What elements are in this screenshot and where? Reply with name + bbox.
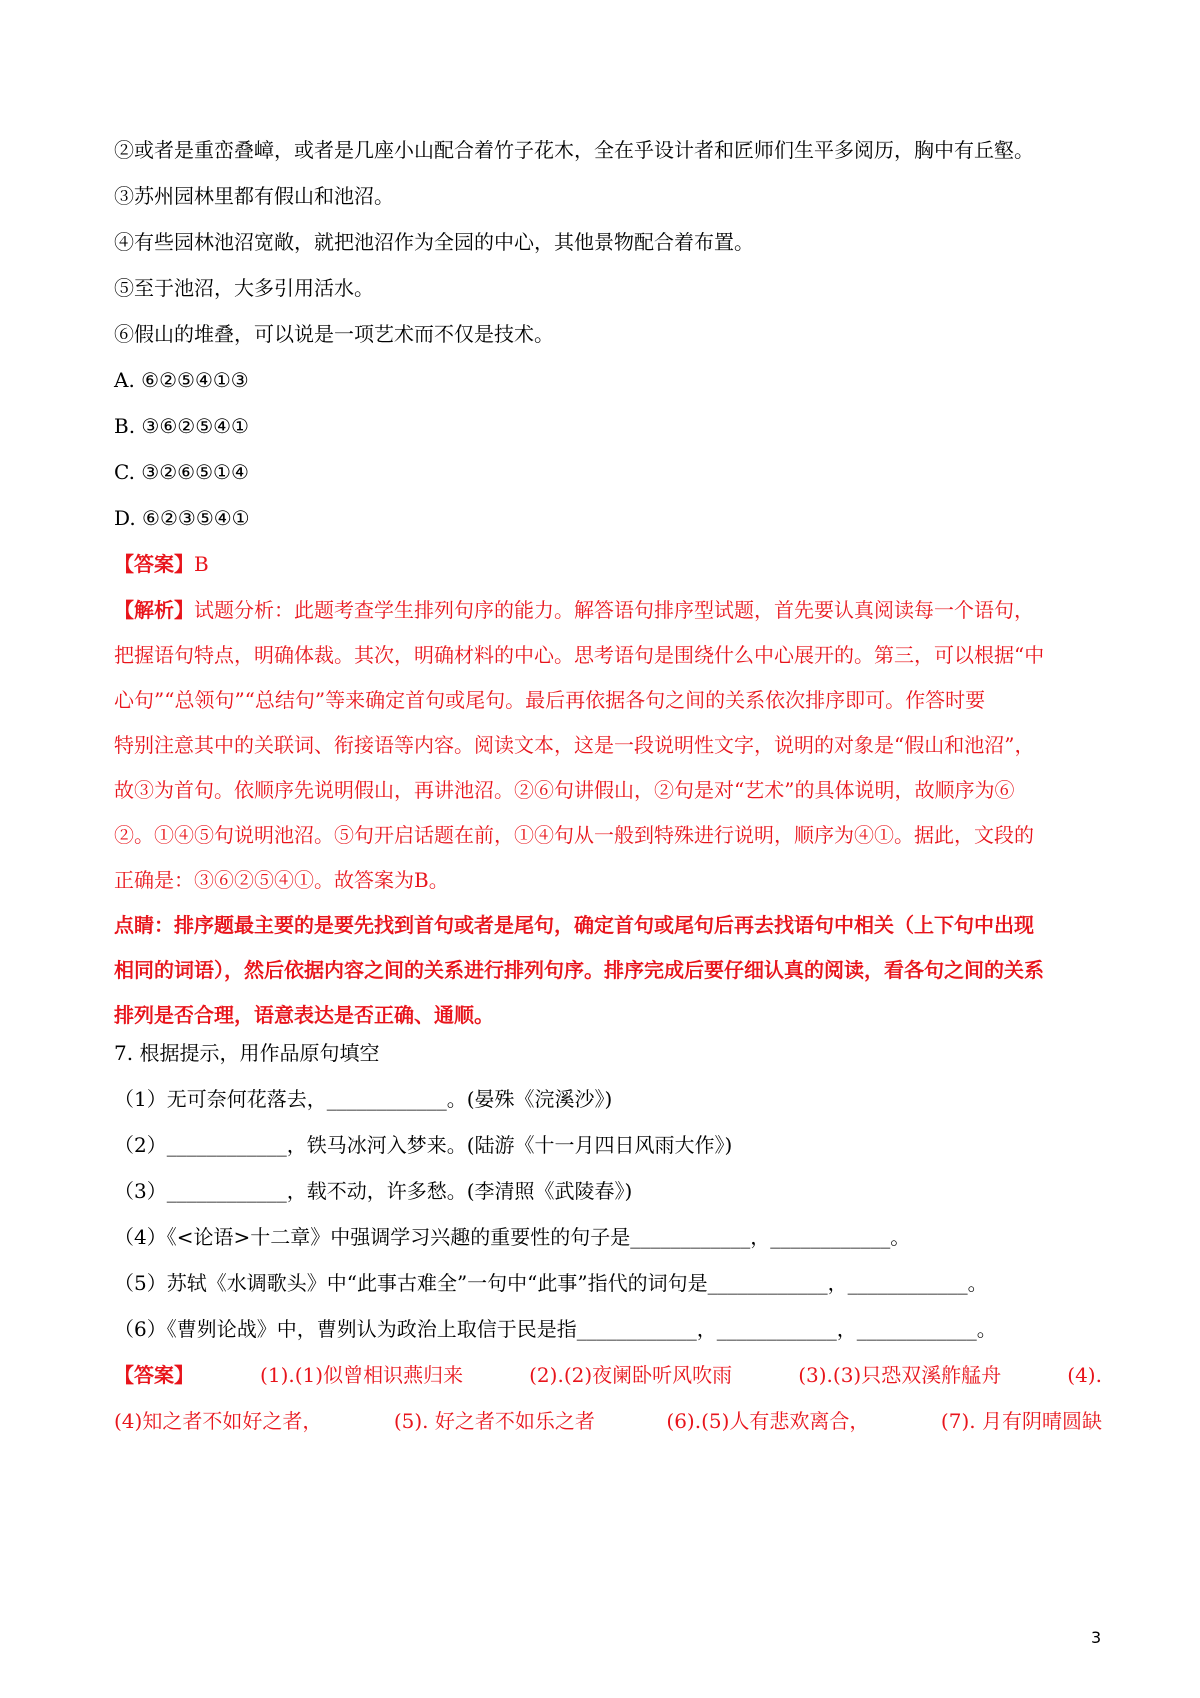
option-b: B. ③⑥②⑤④①	[114, 414, 249, 438]
analysis-line: 故③为首句。依顺序先说明假山，再讲池沼。②⑥句讲假山，②句是对“艺术”的具体说明，故顺序为⑥	[114, 778, 1015, 802]
answer-item: (4)知之者不如好之者，	[114, 1409, 323, 1433]
question-7	[114, 1041, 1104, 1342]
answer-label: 【答案】	[114, 1363, 194, 1387]
answer-value: B	[194, 552, 209, 576]
fill-item-2: （2）____________，铁马冰河入梦来。(陆游《十一月四日风雨大作》)	[114, 1133, 733, 1157]
document-page	[114, 138, 1104, 1434]
option-d: D. ⑥②③⑤④①	[114, 506, 250, 530]
option-a: A. ⑥②⑤④①③	[114, 368, 249, 392]
answer-item: (3).(3)只恐双溪舴艋舟	[798, 1363, 1002, 1387]
answer-item: (5). 好之者不如乐之者	[393, 1409, 595, 1433]
fill-item-4: （4）《<论语>十二章》中强调学习兴趣的重要性的句子是____________，____________。	[114, 1225, 911, 1249]
analysis-line: 把握语句特点，明确体裁。其次，明确材料的中心。思考语句是围绕什么中心展开的。第三，可以根据“中	[114, 643, 1045, 667]
analysis-label: 【解析】	[114, 598, 194, 622]
sentence-4: ④有些园林池沼宽敞，就把池沼作为全园的中心，其他景物配合着布置。	[114, 230, 754, 254]
tip-line: 点睛：排序题最主要的是要先找到首句或者是尾句，确定首句或尾句后再去找语句中相关（上下句中出现	[114, 913, 1034, 937]
sentence-2: ②或者是重峦叠嶂，或者是几座小山配合着竹子花木，全在乎设计者和匠师们生平多阅历，胸中有丘壑。	[114, 138, 1034, 162]
answer-label: 【答案】	[114, 552, 194, 576]
answer-7	[114, 1363, 1104, 1434]
analysis-block	[114, 598, 1104, 1028]
answer-item: (1).(1)似曾相识燕归来	[260, 1363, 464, 1387]
analysis-line: 特别注意其中的关联词、衔接语等内容。阅读文本，这是一段说明性文字，说明的对象是“假山和池沼”，	[114, 733, 1035, 757]
fill-item-1: （1）无可奈何花落去，____________。(晏殊《浣溪沙》)	[114, 1087, 613, 1111]
answer-6	[114, 552, 1104, 577]
analysis-line: ②。①④⑤句说明池沼。⑤句开启话题在前，①④句从一般到特殊进行说明，顺序为④①。据此，文段的	[114, 823, 1034, 847]
option-c: C. ③②⑥⑤①④	[114, 460, 249, 484]
fill-item-3: （3）____________，载不动，许多愁。(李清照《武陵春》)	[114, 1179, 633, 1203]
analysis-line: 【解析】试题分析：此题考查学生排列句序的能力。解答语句排序型试题，首先要认真阅读每一个语句，	[114, 598, 1034, 622]
answer-item: (7). 月有阴晴圆缺	[940, 1409, 1102, 1433]
analysis-line: 正确是：③⑥②⑤④①。故答案为B。	[114, 868, 449, 892]
answer-item: (6).(5)人有悲欢离合，	[666, 1409, 870, 1433]
sentence-6: ⑥假山的堆叠，可以说是一项艺术而不仅是技术。	[114, 322, 554, 346]
question-7-title: 7. 根据提示，用作品原句填空	[114, 1041, 380, 1065]
tip-line: 相同的词语），然后依据内容之间的关系进行排列句序。排序完成后要仔细认真的阅读，看各句之间的关系	[114, 958, 1044, 982]
option-list	[114, 368, 1104, 531]
page-number: 3	[1091, 1628, 1102, 1647]
tip-line: 排列是否合理，语意表达是否正确、通顺。	[114, 1003, 494, 1027]
fill-item-5: （5）苏轼《水调歌头》中“此事古难全”一句中“此事”指代的词句是____________，____________。	[114, 1271, 988, 1295]
sentence-5: ⑤至于池沼，大多引用活水。	[114, 276, 374, 300]
analysis-line: 心句”“总领句”“总结句”等来确定首句或尾句。最后再依据各句之间的关系依次排序即可。作答时要	[114, 688, 986, 712]
answer-7-row-2	[114, 1409, 1102, 1434]
answer-item: (2).(2)夜阑卧听风吹雨	[529, 1363, 733, 1387]
sentence-list	[114, 138, 1104, 347]
answer-item: (4).	[1067, 1363, 1102, 1387]
sentence-3: ③苏州园林里都有假山和池沼。	[114, 184, 394, 208]
fill-item-6: （6）《曹刿论战》中，曹刿认为政治上取信于民是指____________，____________，____________。	[114, 1317, 997, 1341]
answer-7-row-1	[114, 1363, 1102, 1388]
